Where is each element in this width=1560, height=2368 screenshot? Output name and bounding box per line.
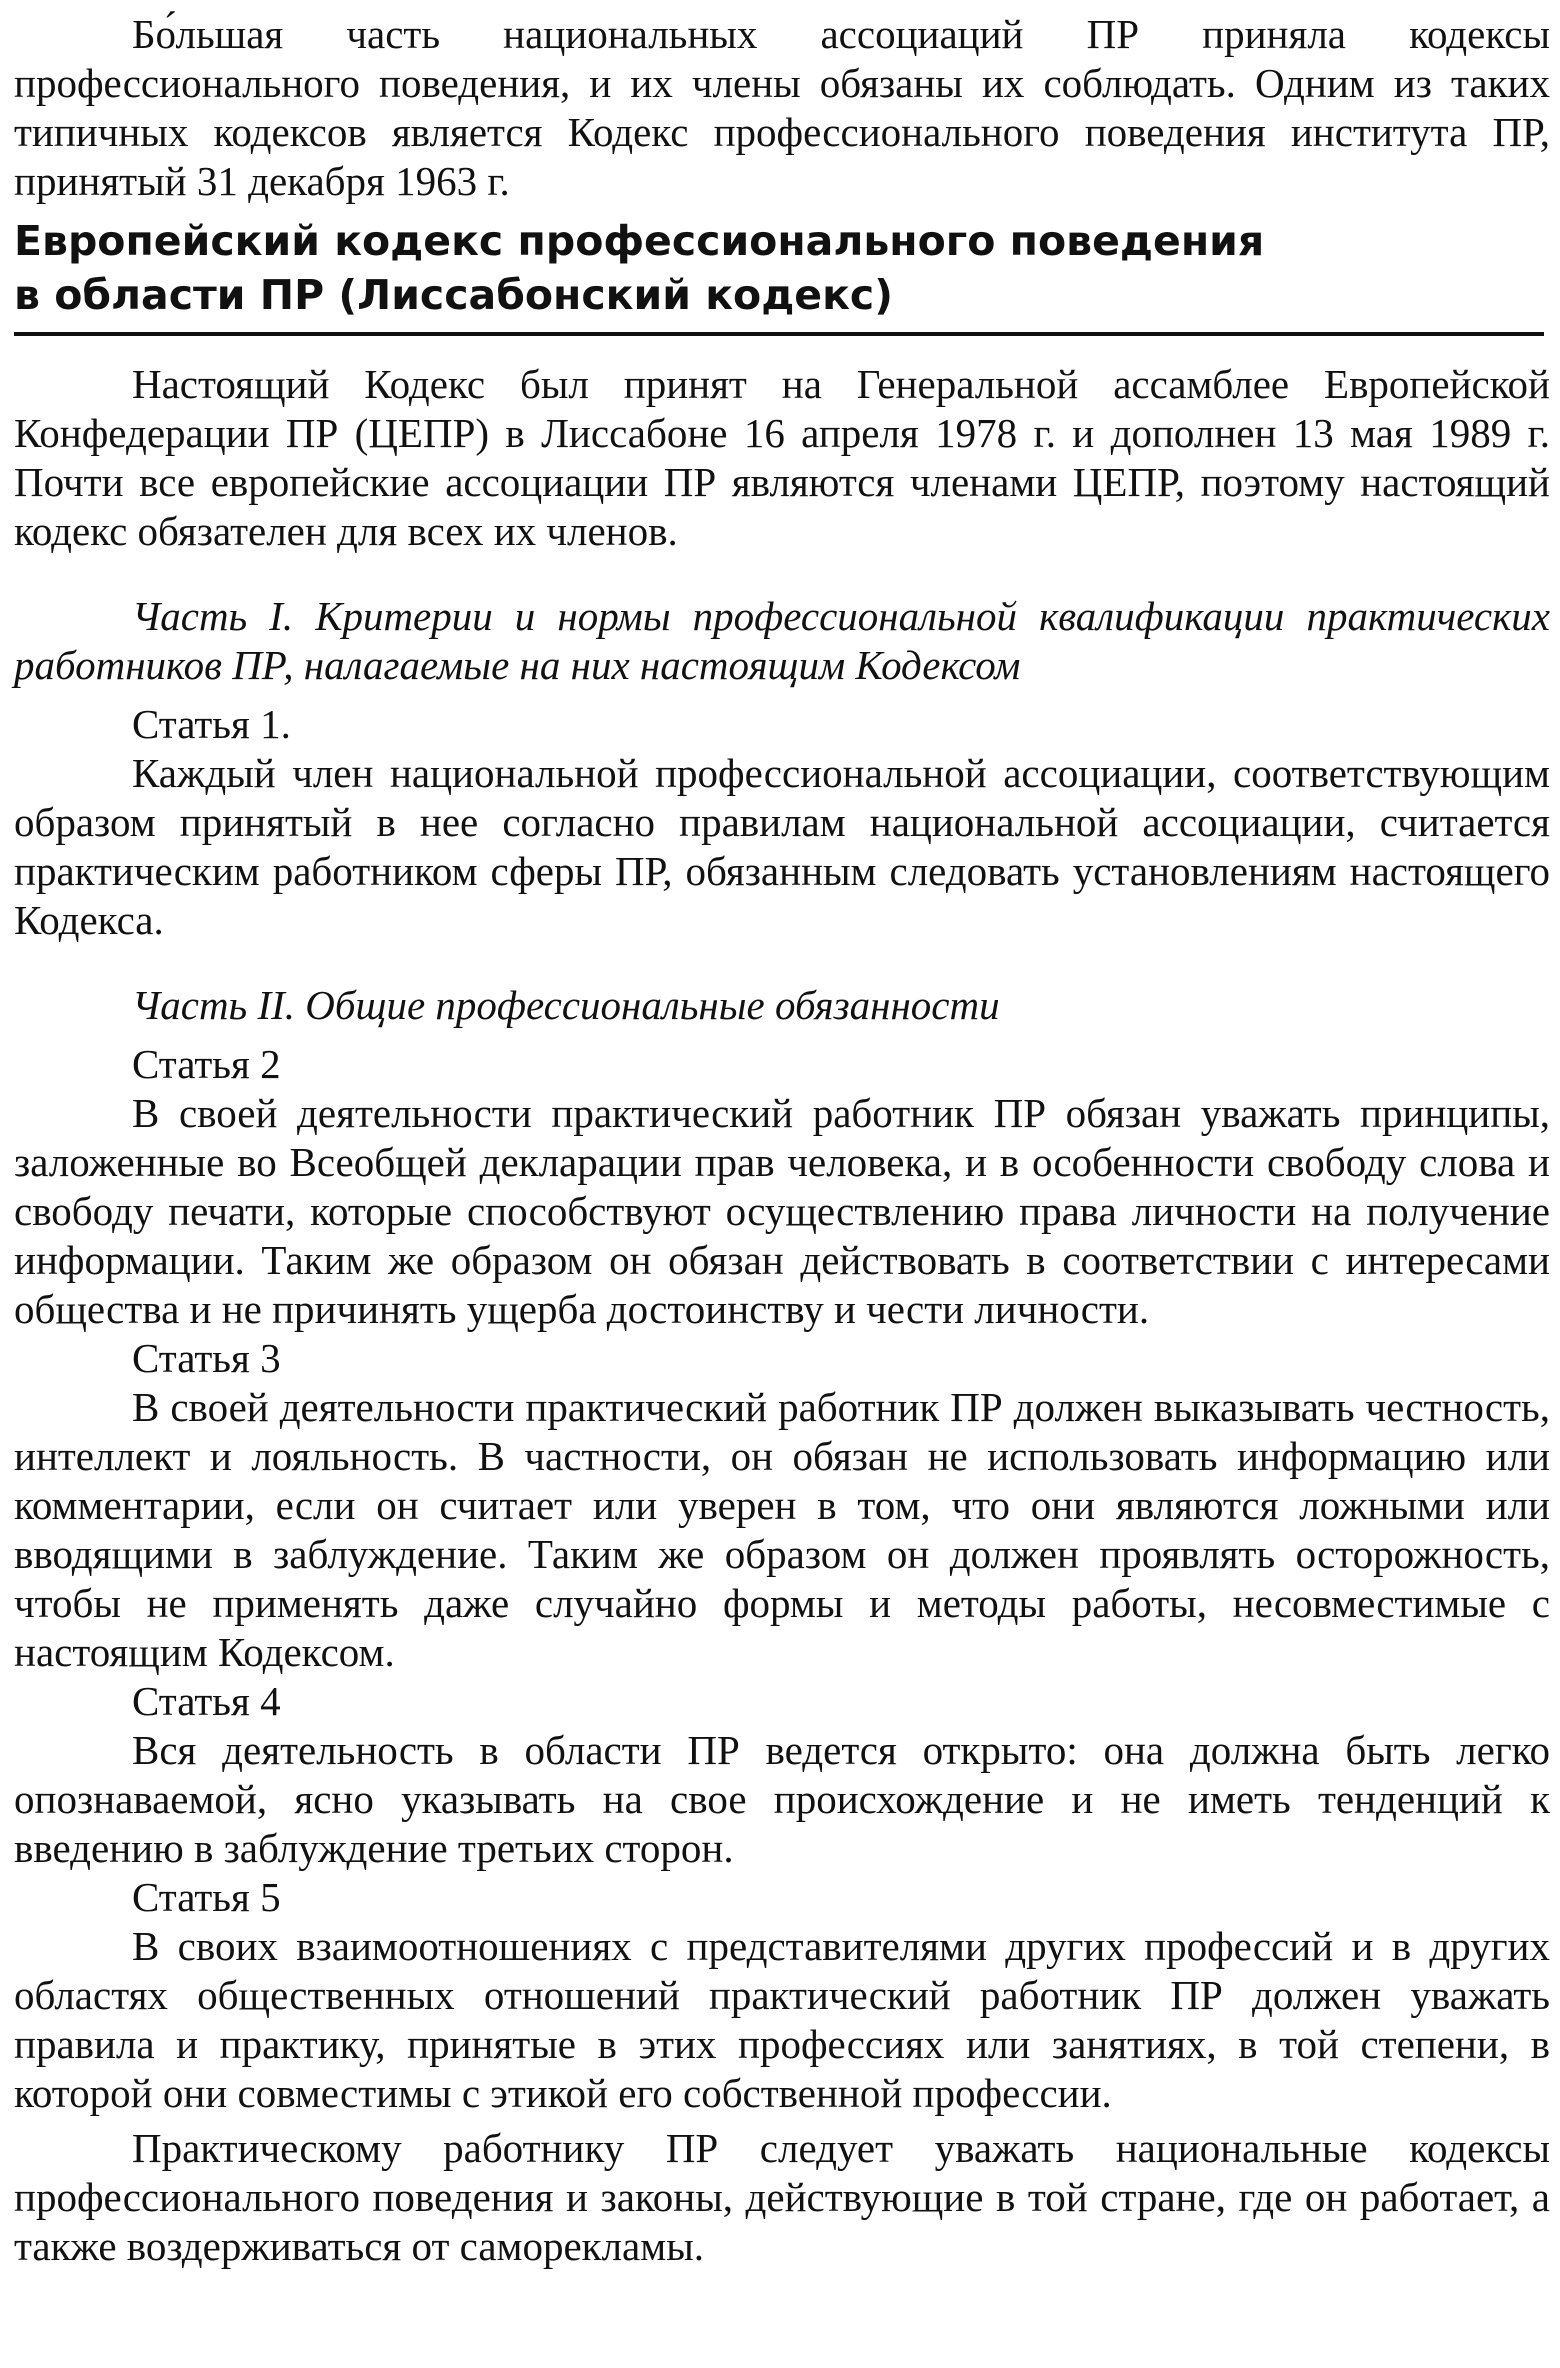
article-5-text-continued: Практическому работнику ПР следует уважать национальные кодексы профессионального поведения и законы, действующие в той стране, где он работает, а также воздерживаться от саморекламы. <box>14 2125 1550 2269</box>
section-heading-line-2: в области ПР (Лиссабонский кодекс) <box>14 271 893 319</box>
article-4-title: Статья 4 <box>132 1678 281 1724</box>
document-page <box>14 10 1550 2271</box>
article-1-title: Статья 1. <box>132 701 291 747</box>
section-heading <box>14 214 1544 336</box>
article-1-text: Каждый член национальной профессиональной ассоциации, соответствующим образом принятый в нее согласно правилам национальной ассоциации, считается практическим работником сферы ПР, обязанным следовать установлениям настоящего Кодекса. <box>14 750 1550 943</box>
section-heading-line-1: Европейский кодекс профессионального поведения <box>14 217 1265 265</box>
article-4-text: Вся деятельность в области ПР ведется открыто: она должна быть легко опознаваемой, ясно указывать на свое происхождение и не иметь тенденций к введению в заблуждение третьих сторон. <box>14 1727 1550 1871</box>
article-5-text: В своих взаимоотношениях с представителями других профессий и в других областях общественных отношений практический работник ПР должен уважать правила и практику, принятые в этих профессиях или занятиях, в той степени, в которой они совместимы с этикой его собственной профессии. <box>14 1923 1550 2116</box>
article-3-text: В своей деятельности практический работник ПР должен выказывать честность, интеллект и лояльность. В частности, он обязан не использовать информацию или комментарии, если он считает или уверен в том, что они являются ложными или вводящими в заблуждение. Таким же образом он должен проявлять осторожность, чтобы не применять даже случайно формы и методы работы, несовместимые с настоящим Кодексом. <box>14 1384 1550 1675</box>
part-2-title: Часть II. Общие профессиональные обязанности <box>132 982 1000 1028</box>
article-3-title: Статья 3 <box>132 1335 281 1381</box>
article-2-title: Статья 2 <box>132 1041 281 1087</box>
part-1-title: Часть I. Критерии и нормы профессиональной квалификации практических работников ПР, налагаемые на них настоящим Кодексом <box>14 593 1550 688</box>
intro-paragraph: Бо́льшая часть национальных ассоциаций ПР приняла кодексы профессионального поведения, и их члены обязаны их соблюдать. Одним из таких типичных кодексов является Кодекс профессионального поведения института ПР, принятый 31 декабря 1963 г. <box>14 11 1550 204</box>
preamble-paragraph: Настоящий Кодекс был принят на Генеральной ассамблее Европейской Конфедерации ПР (ЦЕПР) в Лиссабоне 16 апреля 1978 г. и дополнен 13 мая 1989 г. Почти все европейские ассоциации ПР являются членами ЦЕПР, поэтому настоящий кодекс обязателен для всех их членов. <box>14 361 1550 554</box>
article-5-title: Статья 5 <box>132 1874 281 1920</box>
article-2-text: В своей деятельности практический работник ПР обязан уважать принципы, заложенные во Всеобщей декларации прав человека, и в особенности свободу слова и свободу печати, которые способствуют осуществлению права личности на получение информации. Таким же образом он обязан действовать в соответствии с интересами общества и не причинять ущерба достоинству и чести личности. <box>14 1090 1550 1332</box>
